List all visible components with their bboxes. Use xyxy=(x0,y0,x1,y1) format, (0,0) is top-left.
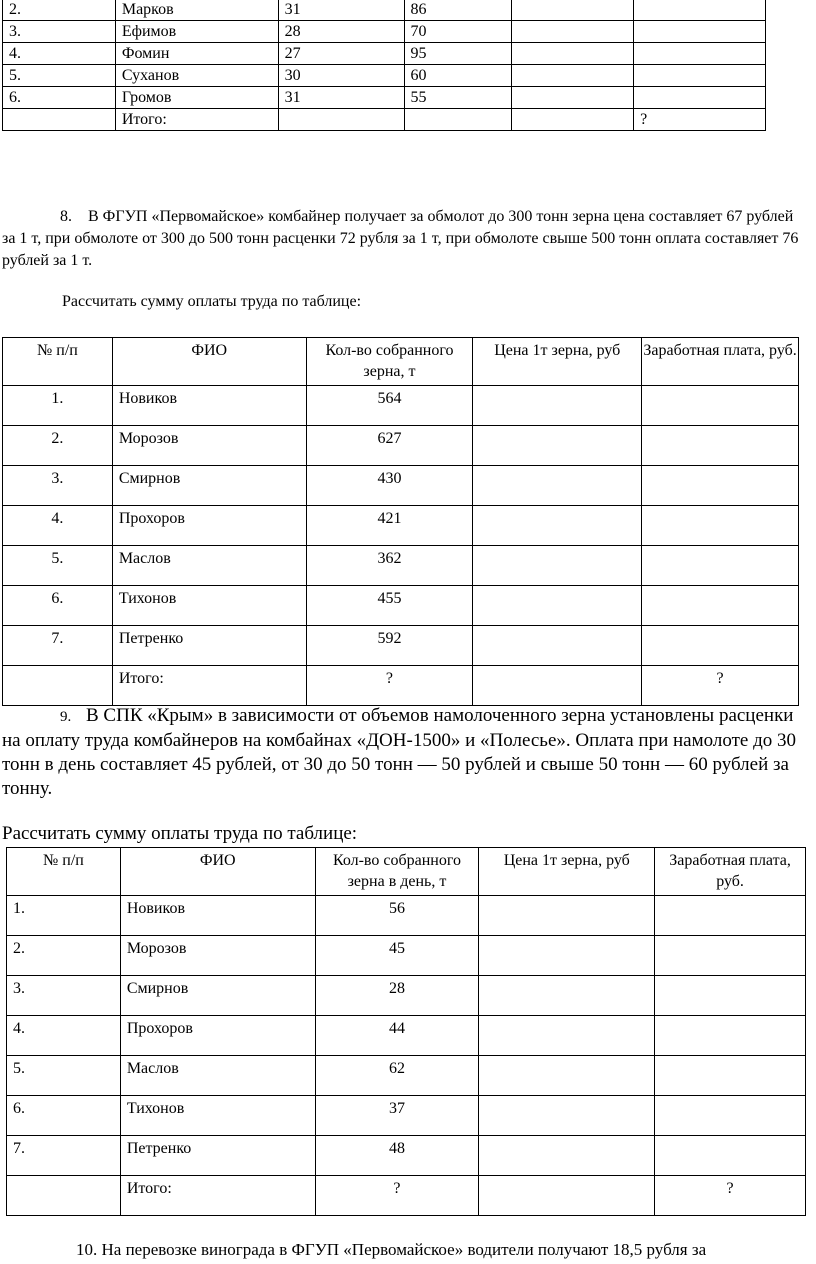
table-cell: 430 xyxy=(306,466,473,506)
table-cell: 28 xyxy=(315,976,479,1016)
table-cell: 4. xyxy=(3,43,116,65)
table-cell: 7. xyxy=(3,626,113,666)
table-cell: 362 xyxy=(306,546,473,586)
table-cell xyxy=(512,87,634,109)
table-cell: 7. xyxy=(7,1136,121,1176)
table-cell xyxy=(479,896,655,936)
table-row xyxy=(3,386,799,426)
table-cell xyxy=(473,506,642,546)
table-cell xyxy=(634,87,766,109)
table-cell: 592 xyxy=(306,626,473,666)
table-cell: Новиков xyxy=(112,386,306,426)
table-cell: 5. xyxy=(3,65,116,87)
table-cell xyxy=(473,546,642,586)
table-cell: Тихонов xyxy=(120,1096,315,1136)
table-cell: ? xyxy=(634,109,766,131)
table-cell: 3. xyxy=(3,466,113,506)
table-cell: Морозов xyxy=(112,426,306,466)
table-cell xyxy=(479,1016,655,1056)
table-cell: Тихонов xyxy=(112,586,306,626)
table-row xyxy=(7,976,806,1016)
table-cell: 70 xyxy=(404,21,512,43)
table-cell xyxy=(655,1096,806,1136)
header-cell: Кол-во собранного зерна в день, т xyxy=(315,848,479,896)
table-cell xyxy=(479,976,655,1016)
table-cell: 56 xyxy=(315,896,479,936)
table-cell: Прохоров xyxy=(120,1016,315,1056)
table-cell xyxy=(3,666,113,706)
table-cell: 28 xyxy=(278,21,404,43)
table-cell: 2. xyxy=(7,936,121,976)
table-cell xyxy=(512,0,634,21)
table-cell: Громов xyxy=(115,87,278,109)
table-cell xyxy=(3,109,116,131)
task9-text: 9. В СПК «Крым» в зависимости от объемов намолоченного зерна установлены расценки на оплату труда комбайнеров на комбайнах «ДОН-1500» и «Полесье». Оплата при намолоте до 30 тонн в день составляет 45 рублей, от 30 до 50 тонн — 50 рублей и свыше 50 тонн — 60 рублей за тонну. xyxy=(2,705,797,799)
table-cell: 6. xyxy=(7,1096,121,1136)
header-cell: Цена 1т зерна, руб xyxy=(479,848,655,896)
table-cell: ? xyxy=(315,1176,479,1216)
table-cell xyxy=(278,109,404,131)
table-cell: 1. xyxy=(7,896,121,936)
table-header-row xyxy=(7,848,806,896)
table-header-row xyxy=(3,338,799,386)
table-row xyxy=(3,506,799,546)
table-cell: 31 xyxy=(278,87,404,109)
table-cell: 62 xyxy=(315,1056,479,1096)
task8-instruction: Рассчитать сумму оплаты труда по таблице: xyxy=(62,293,362,310)
table-row xyxy=(3,0,766,21)
table-cell: 2. xyxy=(3,426,113,466)
table-cell: 564 xyxy=(306,386,473,426)
table-cell xyxy=(512,109,634,131)
table-cell: 37 xyxy=(315,1096,479,1136)
table-cell: Смирнов xyxy=(120,976,315,1016)
table-cell xyxy=(642,586,799,626)
table-row xyxy=(7,1056,806,1096)
table-cell: 421 xyxy=(306,506,473,546)
table-cell: 1. xyxy=(3,386,113,426)
table-cell: 60 xyxy=(404,65,512,87)
table-cell: 27 xyxy=(278,43,404,65)
table-cell xyxy=(655,936,806,976)
table-cell: ? xyxy=(655,1176,806,1216)
table-cell: 31 xyxy=(278,0,404,21)
table-cell: Итого: xyxy=(115,109,278,131)
table-cell xyxy=(655,896,806,936)
task9-instruction: Рассчитать сумму оплаты труда по таблице: xyxy=(2,823,358,844)
table-cell: ? xyxy=(306,666,473,706)
table-cell: Прохоров xyxy=(112,506,306,546)
task8-text: 8. В ФГУП «Первомайское» комбайнер получает за обмолот до 300 тонн зерна цена составляет 67 рублей за 1 т, при обмолоте от 300 до 500 тонн расценки 72 рубля за 1 т, при обмолоте свыше 500 тонн оплата составляет 76 рублей за 1 т. xyxy=(2,208,799,269)
table-cell: Ефимов xyxy=(115,21,278,43)
table-cell xyxy=(473,666,642,706)
table-cell xyxy=(634,21,766,43)
table-cell xyxy=(655,1056,806,1096)
task10-text: 10. На перевозке винограда в ФГУП «Первомайское» водители получают 18,5 рубля за xyxy=(76,1240,707,1259)
header-cell: ФИО xyxy=(112,338,306,386)
table-cell: 627 xyxy=(306,426,473,466)
table-cell xyxy=(479,936,655,976)
table-cell xyxy=(634,43,766,65)
table-cell xyxy=(479,1056,655,1096)
header-cell: Заработная плата, руб. xyxy=(642,338,799,386)
header-cell: ФИО xyxy=(120,848,315,896)
table-cell xyxy=(634,65,766,87)
table-cell: 455 xyxy=(306,586,473,626)
table-cell xyxy=(642,426,799,466)
table-cell xyxy=(655,1016,806,1056)
header-cell: Заработная плата, руб. xyxy=(655,848,806,896)
table-row xyxy=(3,109,766,131)
table-task8 xyxy=(2,337,799,706)
table-cell xyxy=(642,506,799,546)
table-row xyxy=(3,666,799,706)
table-cell: 55 xyxy=(404,87,512,109)
table-cell: 48 xyxy=(315,1136,479,1176)
table-cell xyxy=(655,976,806,1016)
table-cell xyxy=(473,466,642,506)
table-row xyxy=(3,87,766,109)
table-cell xyxy=(473,626,642,666)
table-cell: Смирнов xyxy=(112,466,306,506)
table-cell xyxy=(642,546,799,586)
table-cell xyxy=(634,0,766,21)
table-cell: 86 xyxy=(404,0,512,21)
table-row xyxy=(7,936,806,976)
table-cell: 4. xyxy=(7,1016,121,1056)
table-cell xyxy=(512,43,634,65)
table-cell: ? xyxy=(642,666,799,706)
table-cell: 30 xyxy=(278,65,404,87)
table-cell xyxy=(404,109,512,131)
table-row xyxy=(7,896,806,936)
table-cell xyxy=(7,1176,121,1216)
table-row xyxy=(7,1096,806,1136)
table-cell: Марков xyxy=(115,0,278,21)
table-cell: 3. xyxy=(7,976,121,1016)
table-task9 xyxy=(6,847,806,1216)
table-row xyxy=(7,1176,806,1216)
table-cell: Маслов xyxy=(120,1056,315,1096)
table-cell xyxy=(473,426,642,466)
header-cell: Кол-во собранного зерна, т xyxy=(306,338,473,386)
table-cell: 4. xyxy=(3,506,113,546)
table-cell xyxy=(479,1136,655,1176)
table-cell xyxy=(642,386,799,426)
table-row xyxy=(7,1136,806,1176)
table-cell xyxy=(473,386,642,426)
table-cell: 5. xyxy=(7,1056,121,1096)
table-cell: Морозов xyxy=(120,936,315,976)
table-cell: Итого: xyxy=(120,1176,315,1216)
table-cell: Новиков xyxy=(120,896,315,936)
table-cell: 6. xyxy=(3,87,116,109)
header-cell: № п/п xyxy=(3,338,113,386)
header-cell: Цена 1т зерна, руб xyxy=(473,338,642,386)
table-row xyxy=(7,1016,806,1056)
table-row xyxy=(3,546,799,586)
table-cell xyxy=(479,1096,655,1136)
table-cell: 95 xyxy=(404,43,512,65)
table-row xyxy=(3,626,799,666)
table-cell xyxy=(473,586,642,626)
table-cell: Петренко xyxy=(120,1136,315,1176)
table-cell: Итого: xyxy=(112,666,306,706)
table-cell: Суханов xyxy=(115,65,278,87)
table-cell: 5. xyxy=(3,546,113,586)
table-cell xyxy=(512,65,634,87)
table-cell: Фомин xyxy=(115,43,278,65)
table-cell: Маслов xyxy=(112,546,306,586)
table-cell xyxy=(642,626,799,666)
header-cell: № п/п xyxy=(7,848,121,896)
table-cell xyxy=(512,21,634,43)
table-cell: 45 xyxy=(315,936,479,976)
table-cell xyxy=(479,1176,655,1216)
table-row xyxy=(3,43,766,65)
table-cell xyxy=(655,1136,806,1176)
table-row xyxy=(3,21,766,43)
table-row xyxy=(3,586,799,626)
table-cell: 3. xyxy=(3,21,116,43)
table-row xyxy=(3,426,799,466)
table-top xyxy=(2,0,766,131)
table-cell: 2. xyxy=(3,0,116,21)
table-cell: 6. xyxy=(3,586,113,626)
table-row xyxy=(3,65,766,87)
table-cell xyxy=(642,466,799,506)
table-cell: 44 xyxy=(315,1016,479,1056)
table-row xyxy=(3,466,799,506)
table-cell: Петренко xyxy=(112,626,306,666)
